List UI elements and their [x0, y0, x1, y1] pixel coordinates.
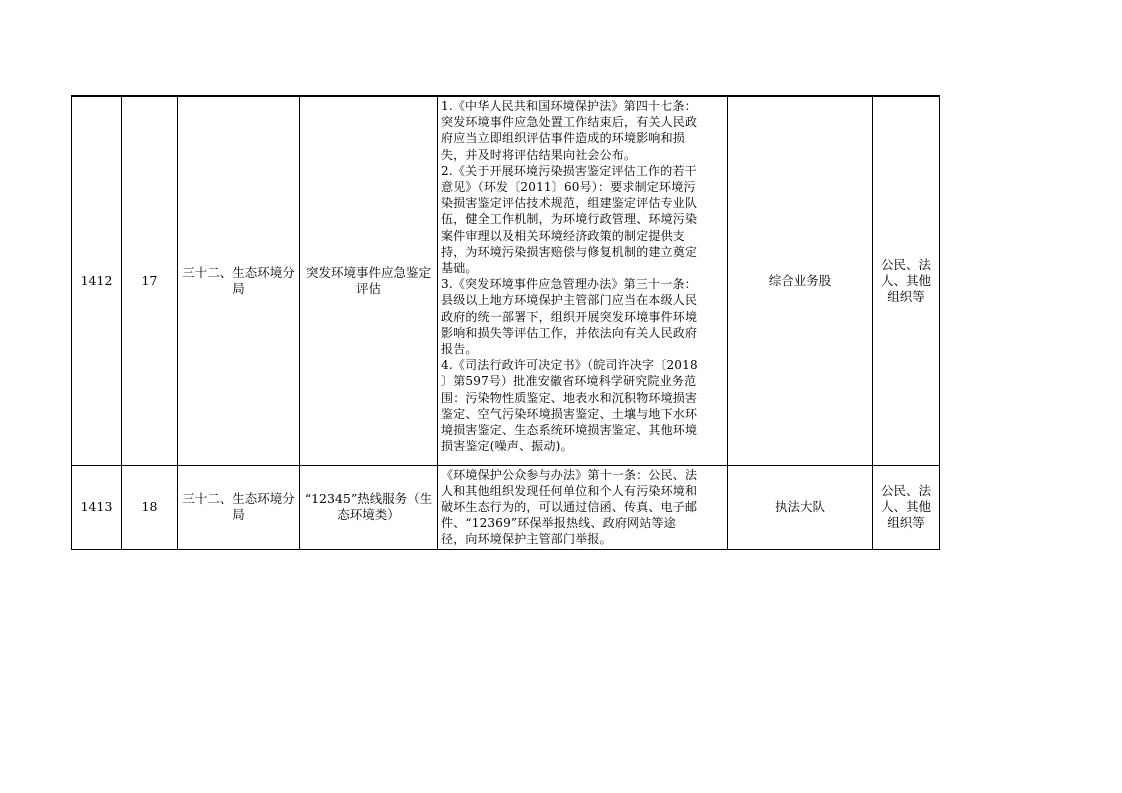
- legal-basis-line: 《环境保护公众参与办法》第十一条：公民、法: [441, 467, 698, 482]
- table-row: [72, 465, 940, 549]
- legal-basis-line: 1.《中华人民共和国环境保护法》第四十七条：: [441, 99, 697, 113]
- services-table: [71, 95, 940, 550]
- table-row: [72, 96, 940, 465]
- legal-basis-line: 损害鉴定(噪声、振动)。: [441, 439, 573, 454]
- legal-basis-line: 府应当立即组织评估事件造成的环境影响和损: [441, 131, 686, 146]
- legal-basis-line: 2.《关于开展环境污染损害鉴定评估工作的若干: [441, 163, 697, 178]
- legal-basis-line: 报告。: [441, 342, 478, 357]
- legal-basis-line: 4.《司法行政许可决定书》（皖司许决字〔2018: [441, 358, 698, 373]
- legal-basis-line: 意见》（环发〔2011〕60号）：要求制定环境污: [441, 180, 696, 195]
- legal-basis-line: 失，并及时将评估结果向社会公布。: [441, 147, 637, 162]
- legal-basis-line: 政府的统一部署下，组织开展突发环境事件环境: [441, 309, 698, 324]
- row-id-cell: 1413: [72, 465, 122, 549]
- legal-basis-line: 境损害鉴定、生态系统环境损害鉴定、其他环境: [441, 423, 698, 438]
- legal-basis-line: 案件审理以及相关环境经济政策的制定提供支: [441, 228, 686, 243]
- legal-basis-cell: [438, 96, 728, 465]
- row-seq-cell: 17: [122, 96, 178, 465]
- target-cell: 公民、法人、其他组织等: [873, 96, 940, 465]
- item-name-cell: “12345”热线服务（生态环境类）: [300, 465, 438, 549]
- item-name-cell: 突发环境事件应急鉴定评估: [300, 96, 438, 465]
- legal-basis-line: 破坏生态行为的，可以通过信函、传真、电子邮: [441, 499, 698, 514]
- department-cell: 执法大队: [728, 465, 873, 549]
- legal-basis-line: 染损害鉴定评估技术规范，组建鉴定评估专业队: [441, 196, 698, 211]
- legal-basis-line: 持，为环境污染损害赔偿与修复机制的建立奠定: [441, 244, 698, 259]
- legal-basis-line: 鉴定、空气污染环境损害鉴定、土壤与地下水环: [441, 406, 698, 421]
- legal-basis-line: 围：污染物性质鉴定、地表水和沉积物环境损害: [441, 390, 698, 405]
- legal-basis-line: 县级以上地方环境保护主管部门应当在本级人民: [441, 293, 698, 308]
- row-id-cell: 1412: [72, 96, 122, 465]
- legal-basis-line: 3.《突发环境事件应急管理办法》第三十一条：: [441, 277, 697, 292]
- legal-basis-line: 人和其他组织发现任何单位和个人有污染环境和: [441, 483, 698, 498]
- department-cell: 综合业务股: [728, 96, 873, 465]
- legal-basis-line: 基础。: [441, 261, 478, 276]
- legal-basis-line: 径，向环境保护主管部门举报。: [441, 532, 612, 547]
- target-cell: 公民、法人、其他组织等: [873, 465, 940, 549]
- legal-basis-line: 件、“12369”环保举报热线、政府网站等途: [441, 516, 676, 531]
- legal-basis-cell: [438, 465, 728, 549]
- office-cell: 三十二、生态环境分局: [178, 465, 300, 549]
- legal-basis-line: 影响和损失等评估工作，并依法向有关人民政府: [441, 325, 698, 340]
- legal-basis-line: 突发环境事件应急处置工作结束后，有关人民政: [441, 115, 698, 130]
- legal-basis-line: 〕第597号）批准安徽省环境科学研究院业务范: [441, 374, 697, 389]
- office-cell: 三十二、生态环境分局: [178, 96, 300, 465]
- legal-basis-line: 伍，健全工作机制，为环境行政管理、环境污染: [441, 212, 698, 227]
- row-seq-cell: 18: [122, 465, 178, 549]
